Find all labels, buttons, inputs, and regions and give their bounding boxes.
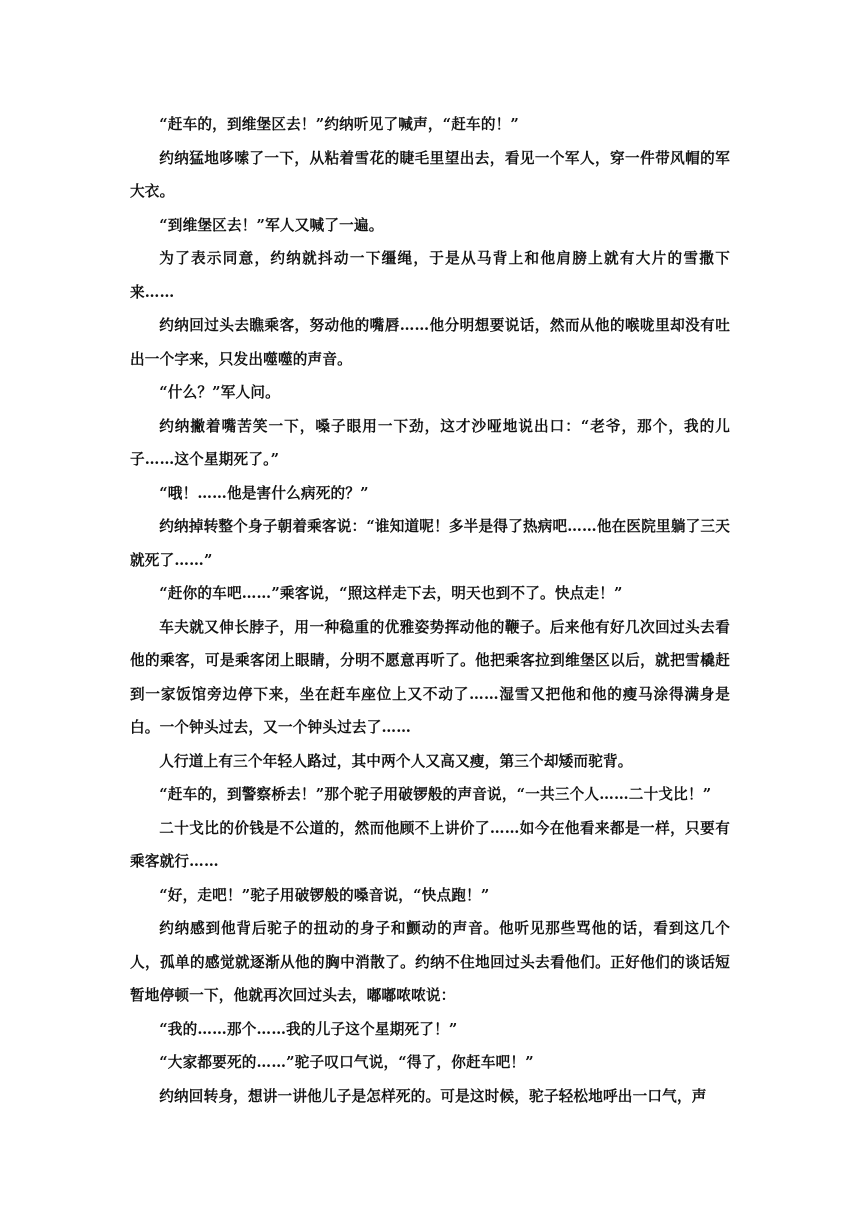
paragraph: “赶车的，到维堡区去！”约纳听见了喊声，“赶车的！” [159, 116, 520, 133]
paragraph: “到维堡区去！”军人又喊了一遍。 [159, 216, 384, 234]
paragraph: “赶你的车吧……”乘客说，“照这样走下去，明天也到不了。快点走！” [159, 585, 623, 602]
paragraph: “好，走吧！”驼子用破锣般的嗓音说，“快点跑！” [159, 886, 490, 904]
paragraph: 约纳回转身，想讲一讲他儿子是怎样死的。可是这时候，驼子轻松地呼出一口气，声 [159, 1087, 707, 1105]
paragraph: 二十戈比的价钱是不公道的，然而他顾不上讲价了……如今在他看来都是一样，只要有乘客就行…… [130, 819, 730, 870]
paragraph: “大家都要死的……”驼子叹口气说，“得了，你赶车吧！” [159, 1054, 534, 1071]
story-text [130, 108, 730, 1113]
paragraph: “哦！……他是害什么病死的？” [159, 484, 369, 502]
paragraph: 约纳回过头去瞧乘客，努动他的嘴唇……他分明想要说话，然而从他的喉咙里却没有吐出一个字来，只发出噬噬的声音。 [130, 317, 730, 368]
paragraph: 为了表示同意，约纳就抖动一下缰绳，于是从马背上和他肩膀上就有大片的雪撒下来…… [130, 250, 730, 301]
paragraph: 车夫就又伸长脖子，用一种稳重的优雅姿势挥动他的鞭子。后来他有好几次回过头去看他的乘客，可是乘客闭上眼睛，分明不愿意再听了。他把乘客拉到维堡区以后，就把雪橇赶到一家饭馆旁边停下来，坐在赶车座位上又不动了……湿雪又把他和他的瘦马涂得满身是白。一个钟头过去，又一个钟头过去了…… [130, 618, 730, 736]
paragraph: 人行道上有三个年轻人路过，其中两个人又高又瘦，第三个却矮而驼背。 [159, 752, 633, 770]
paragraph: 约纳撇着嘴苦笑一下，嗓子眼用一下劲，这才沙哑地说出口：“老爷，那个，我的儿子……这个星期死了。” [130, 417, 730, 468]
paragraph: 约纳掉转整个身子朝着乘客说：“谁知道呢！多半是得了热病吧……他在医院里躺了三天就死了……” [130, 518, 730, 569]
paragraph: “我的……那个……我的儿子这个星期死了！” [159, 1020, 458, 1038]
paragraph: 约纳猛地哆嗦了一下，从粘着雪花的睫毛里望出去，看见一个军人，穿一件带风帽的军大衣。 [130, 149, 730, 200]
paragraph: “什么？”军人问。 [159, 384, 280, 401]
paragraph: 约纳感到他背后驼子的扭动的身子和颤动的声音。他听见那些骂他的话，看到这几个人，孤单的感觉就逐渐从他的胸中消散了。约纳不住地回过头去看他们。正好他们的谈话短暂地停顿一下，他就再次回过头去，嘟嘟哝哝说： [130, 920, 730, 1004]
paragraph: “赶车的，到警察桥去！”那个驼子用破锣般的声音说，“一共三个人……二十戈比！” [159, 786, 712, 803]
